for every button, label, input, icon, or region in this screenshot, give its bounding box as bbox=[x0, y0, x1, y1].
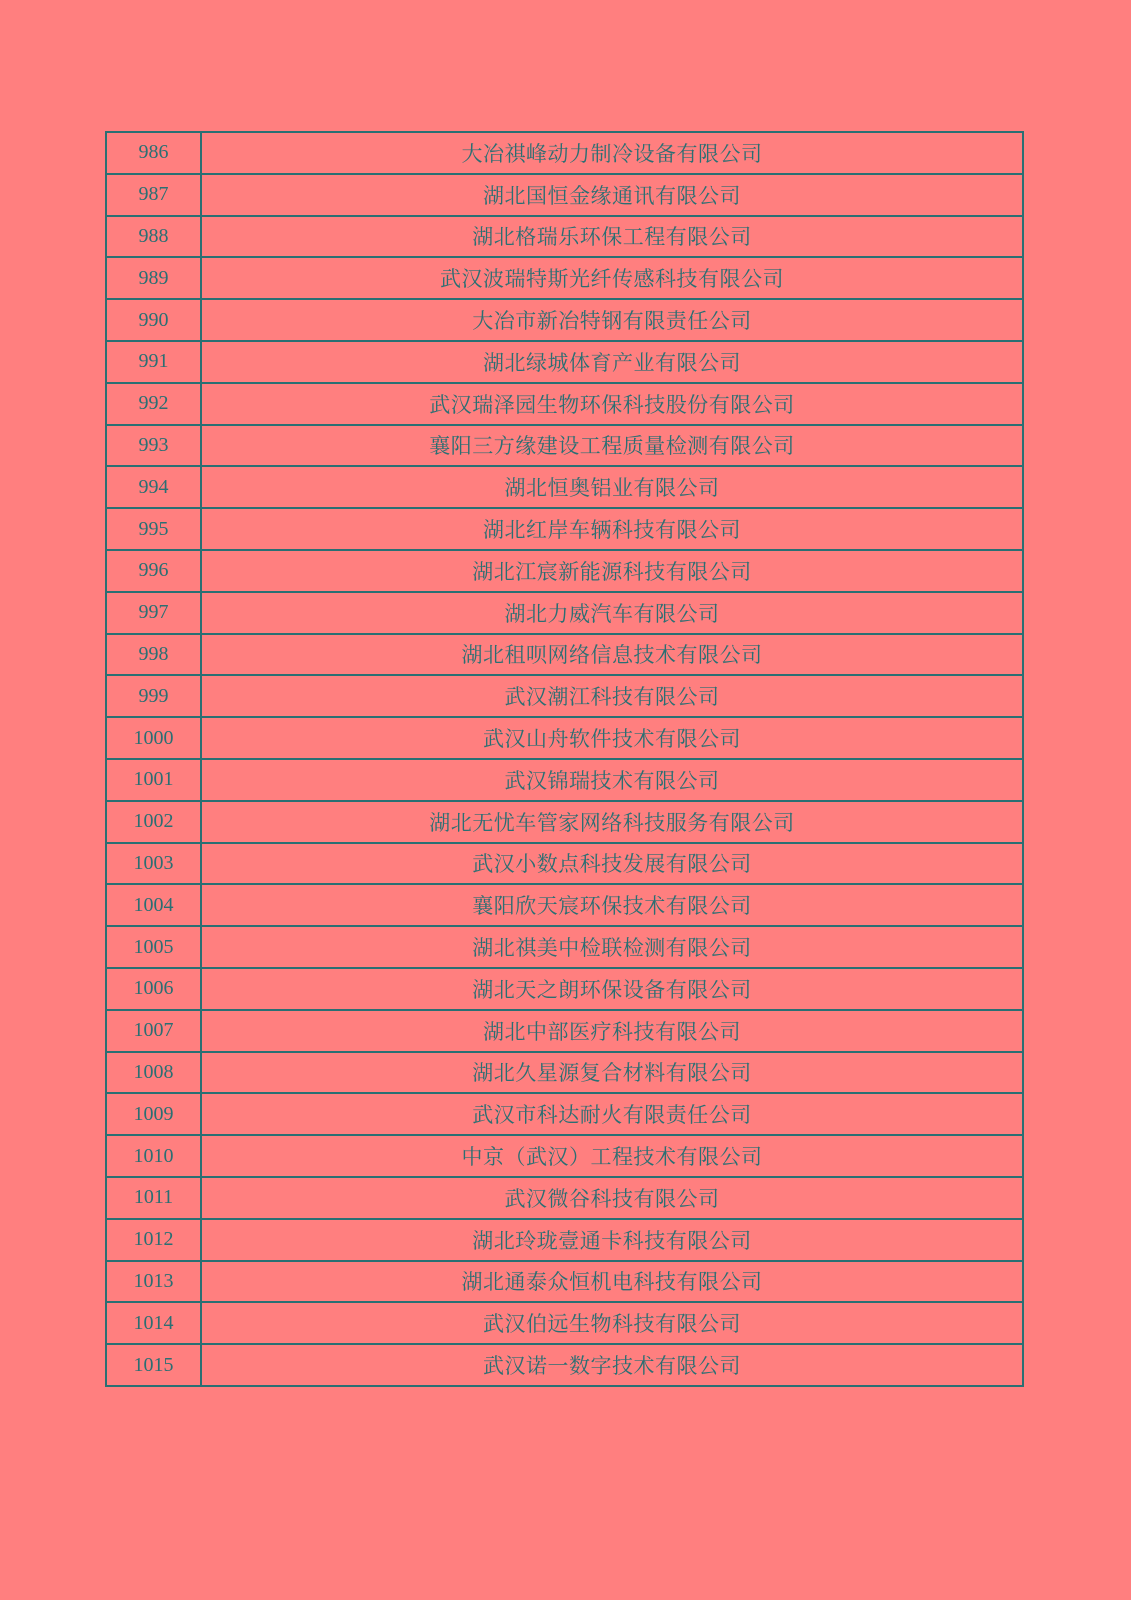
company-name: 武汉山舟软件技术有限公司 bbox=[201, 717, 1023, 759]
table-row bbox=[106, 257, 1023, 299]
company-name: 湖北天之朗环保设备有限公司 bbox=[201, 968, 1023, 1010]
company-name: 湖北力威汽车有限公司 bbox=[201, 592, 1023, 634]
table-row bbox=[106, 508, 1023, 550]
row-number: 989 bbox=[106, 257, 201, 299]
company-name: 湖北中部医疗科技有限公司 bbox=[201, 1010, 1023, 1052]
company-name: 大冶市新冶特钢有限责任公司 bbox=[201, 299, 1023, 341]
company-name: 湖北红岸车辆科技有限公司 bbox=[201, 508, 1023, 550]
table-row bbox=[106, 634, 1023, 676]
company-name: 湖北国恒金缘通讯有限公司 bbox=[201, 174, 1023, 216]
table-row bbox=[106, 759, 1023, 801]
row-number: 987 bbox=[106, 174, 201, 216]
table-row bbox=[106, 216, 1023, 258]
table-row bbox=[106, 299, 1023, 341]
company-name: 湖北绿城体育产业有限公司 bbox=[201, 341, 1023, 383]
company-name: 湖北玲珑壹通卡科技有限公司 bbox=[201, 1219, 1023, 1261]
row-number: 996 bbox=[106, 550, 201, 592]
company-name: 武汉伯远生物科技有限公司 bbox=[201, 1302, 1023, 1344]
row-number: 1002 bbox=[106, 801, 201, 843]
company-name: 武汉市科达耐火有限责任公司 bbox=[201, 1093, 1023, 1135]
row-number: 992 bbox=[106, 383, 201, 425]
row-number: 993 bbox=[106, 425, 201, 467]
row-number: 1010 bbox=[106, 1135, 201, 1177]
table-row bbox=[106, 1010, 1023, 1052]
table-row bbox=[106, 1093, 1023, 1135]
row-number: 1013 bbox=[106, 1261, 201, 1303]
company-name: 湖北祺美中检联检测有限公司 bbox=[201, 926, 1023, 968]
company-name: 武汉潮江科技有限公司 bbox=[201, 675, 1023, 717]
row-number: 1006 bbox=[106, 968, 201, 1010]
company-name: 武汉小数点科技发展有限公司 bbox=[201, 843, 1023, 885]
table-row bbox=[106, 592, 1023, 634]
row-number: 1007 bbox=[106, 1010, 201, 1052]
table-row bbox=[106, 466, 1023, 508]
company-name: 湖北江宸新能源科技有限公司 bbox=[201, 550, 1023, 592]
company-name: 大冶祺峰动力制冷设备有限公司 bbox=[201, 132, 1023, 174]
company-name: 武汉诺一数字技术有限公司 bbox=[201, 1344, 1023, 1386]
company-name: 中京（武汉）工程技术有限公司 bbox=[201, 1135, 1023, 1177]
table-row bbox=[106, 383, 1023, 425]
row-number: 994 bbox=[106, 466, 201, 508]
company-name: 湖北无忧车管家网络科技服务有限公司 bbox=[201, 801, 1023, 843]
table-row bbox=[106, 926, 1023, 968]
table-row bbox=[106, 1344, 1023, 1386]
table-row bbox=[106, 968, 1023, 1010]
row-number: 1003 bbox=[106, 843, 201, 885]
company-name: 襄阳三方缘建设工程质量检测有限公司 bbox=[201, 425, 1023, 467]
row-number: 1008 bbox=[106, 1052, 201, 1094]
table-row bbox=[106, 717, 1023, 759]
row-number: 1001 bbox=[106, 759, 201, 801]
table-row bbox=[106, 1135, 1023, 1177]
table-row bbox=[106, 174, 1023, 216]
table-row bbox=[106, 1261, 1023, 1303]
company-name: 湖北恒奥铝业有限公司 bbox=[201, 466, 1023, 508]
row-number: 988 bbox=[106, 216, 201, 258]
table-row bbox=[106, 550, 1023, 592]
row-number: 997 bbox=[106, 592, 201, 634]
company-name: 武汉波瑞特斯光纤传感科技有限公司 bbox=[201, 257, 1023, 299]
company-list-body bbox=[106, 132, 1023, 1386]
table-row bbox=[106, 1052, 1023, 1094]
row-number: 1009 bbox=[106, 1093, 201, 1135]
row-number: 1000 bbox=[106, 717, 201, 759]
table-row bbox=[106, 1219, 1023, 1261]
table-row bbox=[106, 132, 1023, 174]
row-number: 1015 bbox=[106, 1344, 201, 1386]
table-row bbox=[106, 843, 1023, 885]
table-row bbox=[106, 1302, 1023, 1344]
company-name: 武汉锦瑞技术有限公司 bbox=[201, 759, 1023, 801]
row-number: 1004 bbox=[106, 884, 201, 926]
row-number: 1011 bbox=[106, 1177, 201, 1219]
row-number: 1005 bbox=[106, 926, 201, 968]
row-number: 999 bbox=[106, 675, 201, 717]
row-number: 995 bbox=[106, 508, 201, 550]
table-row bbox=[106, 1177, 1023, 1219]
row-number: 998 bbox=[106, 634, 201, 676]
company-name: 武汉瑞泽园生物环保科技股份有限公司 bbox=[201, 383, 1023, 425]
table-row bbox=[106, 425, 1023, 467]
company-name: 武汉微谷科技有限公司 bbox=[201, 1177, 1023, 1219]
table-row bbox=[106, 341, 1023, 383]
row-number: 991 bbox=[106, 341, 201, 383]
company-name: 湖北租呗网络信息技术有限公司 bbox=[201, 634, 1023, 676]
row-number: 990 bbox=[106, 299, 201, 341]
row-number: 1014 bbox=[106, 1302, 201, 1344]
company-list-table bbox=[105, 131, 1024, 1387]
table-row bbox=[106, 884, 1023, 926]
company-name: 湖北格瑞乐环保工程有限公司 bbox=[201, 216, 1023, 258]
row-number: 986 bbox=[106, 132, 201, 174]
company-name: 湖北通泰众恒机电科技有限公司 bbox=[201, 1261, 1023, 1303]
company-name: 襄阳欣天宸环保技术有限公司 bbox=[201, 884, 1023, 926]
row-number: 1012 bbox=[106, 1219, 201, 1261]
table-row bbox=[106, 675, 1023, 717]
table-row bbox=[106, 801, 1023, 843]
company-name: 湖北久星源复合材料有限公司 bbox=[201, 1052, 1023, 1094]
